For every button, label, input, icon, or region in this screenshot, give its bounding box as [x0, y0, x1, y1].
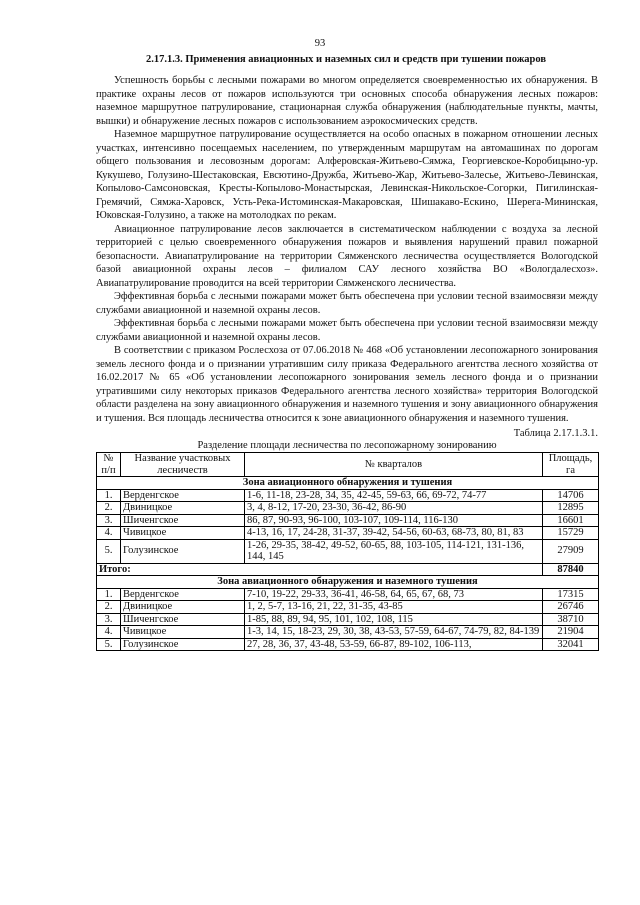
- row-number: 4.: [97, 626, 121, 639]
- row-quarters: 1-6, 11-18, 23-28, 34, 35, 42-45, 59-63, 66, 69-72, 74-77: [245, 489, 543, 502]
- row-quarters: 3, 4, 8-12, 17-20, 23-30, 36-42, 86-90: [245, 502, 543, 515]
- table-number: Таблица 2.17.1.3.1.: [513, 428, 598, 439]
- section-heading: 2.17.1.3. Применения авиационных и наземных сил и средств при тушении пожаров: [145, 54, 547, 65]
- row-name: Верденгское: [121, 489, 245, 502]
- row-quarters: 7-10, 19-22, 29-33, 36-41, 46-58, 64, 65, 67, 68, 73: [245, 588, 543, 601]
- table-row: [97, 489, 599, 502]
- total-label: Итого:: [97, 563, 543, 576]
- paragraph: Наземное маршрутное патрулирование осуществляется на особо опасных в пожарном отношении лесных участках, интенсивно посещаемых населением, по утвержденным маршрутам на автомашинах по дорогам общего пользования и лесовозным дорогам: Алферовская-Житьево-Сямжа, Георгиевское-Коробицыно-ур. Кукушево, Голузино-Шестаковская, Евсютино-Дружба, Житьево-Жар, Житьево-Залесье, Житьево-Левинская, Копылово-Самсоновская, Кресты-Копылово-Монастырская, Левинская-Никольское-Согорки, Пигилинская-Гремячий, Сямжа-Харовск, Усть-Река-Истоминская-Макаровская, Шишакаво-Ескино, Шерега-Мининская, Юковская-Голузино, а также на мотолодках по рекам.: [96, 129, 598, 221]
- row-name: Двиницкое: [121, 502, 245, 515]
- paragraph: В соответствии с приказом Рослесхоза от 07.06.2018 № 468 «Об установлении лесопожарного зонирования земель лесного фонда и о признании утратившим силу приказа Федерального агентства лесного хозяйства от 16.02.2017 № 65 «Об установлении лесопожарного зонирования земель лесного фонда и о признании утратившими силу некоторых приказов Федерального агентства лесного хозяйства» территория Вологодской области разделена на зону авиационного обнаружения и наземного тушения и зону авиационного обнаружения и тушения. Вся площадь лесничества относится к зоне авиационного обнаружения и наземного тушения.: [96, 345, 598, 424]
- row-number: 1.: [97, 588, 121, 601]
- row-name: Голузинское: [121, 638, 245, 651]
- header-quarters: № кварталов: [245, 453, 543, 477]
- table-row: [97, 626, 599, 639]
- row-area: 17315: [543, 588, 599, 601]
- zone-title: Зона авиационного обнаружения и тушения: [97, 477, 599, 490]
- table-row: [97, 638, 599, 651]
- document-body: [96, 74, 598, 651]
- row-area: 12895: [543, 502, 599, 515]
- row-name: Шиченгское: [121, 613, 245, 626]
- total-row: [97, 563, 599, 576]
- table-row: [97, 539, 599, 563]
- row-number: 1.: [97, 489, 121, 502]
- paragraph: Эффективная борьба с лесными пожарами может быть обеспечена при условии тесной взаимосвязи между службами авиационной и наземной охраны лесов.: [96, 291, 598, 316]
- row-area: 14706: [543, 489, 599, 502]
- row-name: Чивицкое: [121, 527, 245, 540]
- row-quarters: 1, 2, 5-7, 13-16, 21, 22, 31-35, 43-85: [245, 601, 543, 614]
- page-number: 93: [314, 38, 326, 49]
- table-row: [97, 588, 599, 601]
- table-row: [97, 502, 599, 515]
- zone-title: Зона авиационного обнаружения и наземного тушения: [97, 576, 599, 589]
- table-row: [97, 514, 599, 527]
- row-area: 21904: [543, 626, 599, 639]
- zone-row: [97, 576, 599, 589]
- row-name: Двиницкое: [121, 601, 245, 614]
- table-row: [97, 527, 599, 540]
- row-name: Голузинское: [121, 539, 245, 563]
- paragraph: Авиационное патрулирование лесов заключается в систематическом наблюдении с воздуха за лесной территорией с целью своевременного обнаружения пожаров и выявления нарушений правил пожарной безопасности. Авиапатрулирование на территории Сямженского лесничества осуществляется Вологодской базой авиационной охраны лесов – филиалом САУ лесного хозяйства ВО «Вологдалесхоз». Авиапатрулирование проводится на всей территории Сямженского лесничества.: [96, 223, 598, 289]
- row-area: 26746: [543, 601, 599, 614]
- paragraph: Эффективная борьба с лесными пожарами может быть обеспечена при условии тесной взаимосвязи между службами авиационной и наземной охраны лесов.: [96, 318, 598, 343]
- row-quarters: 1-85, 88, 89, 94, 95, 101, 102, 108, 115: [245, 613, 543, 626]
- row-quarters: 1-3, 14, 15, 18-23, 29, 30, 38, 43-53, 57-59, 64-67, 74-79, 82, 84-139: [245, 626, 543, 639]
- row-name: Чивицкое: [121, 626, 245, 639]
- row-area: 32041: [543, 638, 599, 651]
- header-name: Название участковых лесничеств: [121, 453, 245, 477]
- row-number: 4.: [97, 527, 121, 540]
- paragraph: Успешность борьбы с лесными пожарами во многом определяется своевременностью их обнаружения. В практике охраны лесов от пожаров используются три основных способа обнаружения лесных пожаров: наземное маршрутное патрулирование, стационарная служба обнаружения (наблюдательные пункты, мачты, вышки) и обнаружение лесных пожаров с использованием аэрокосмических средств.: [96, 75, 598, 127]
- table-header-row: [97, 453, 599, 477]
- row-quarters: 86, 87, 90-93, 96-100, 103-107, 109-114, 116-130: [245, 514, 543, 527]
- row-number: 3.: [97, 514, 121, 527]
- row-quarters: 4-13, 16, 17, 24-28, 31-37, 39-42, 54-56, 60-63, 68-73, 80, 81, 83: [245, 527, 543, 540]
- row-name: Шиченгское: [121, 514, 245, 527]
- row-number: 3.: [97, 613, 121, 626]
- row-number: 5.: [97, 638, 121, 651]
- header-area: Площадь, га: [543, 453, 599, 477]
- row-name: Верденгское: [121, 588, 245, 601]
- table-row: [97, 601, 599, 614]
- row-area: 16601: [543, 514, 599, 527]
- table-row: [97, 613, 599, 626]
- table-title: Разделение площади лесничества по лесопожарному зонированию: [197, 440, 497, 451]
- header-number: № п/п: [97, 453, 121, 477]
- row-number: 2.: [97, 502, 121, 515]
- row-area: 15729: [543, 527, 599, 540]
- zone-row: [97, 477, 599, 490]
- total-value: 87840: [543, 563, 599, 576]
- row-area: 38710: [543, 613, 599, 626]
- row-area: 27909: [543, 539, 599, 563]
- row-number: 5.: [97, 539, 121, 563]
- row-quarters: 27, 28, 36, 37, 43-48, 53-59, 66-87, 89-102, 106-113,: [245, 638, 543, 651]
- zoning-table: [96, 452, 599, 651]
- row-number: 2.: [97, 601, 121, 614]
- row-quarters: 1-26, 29-35, 38-42, 49-52, 60-65, 88, 103-105, 114-121, 131-136, 144, 145: [245, 539, 543, 563]
